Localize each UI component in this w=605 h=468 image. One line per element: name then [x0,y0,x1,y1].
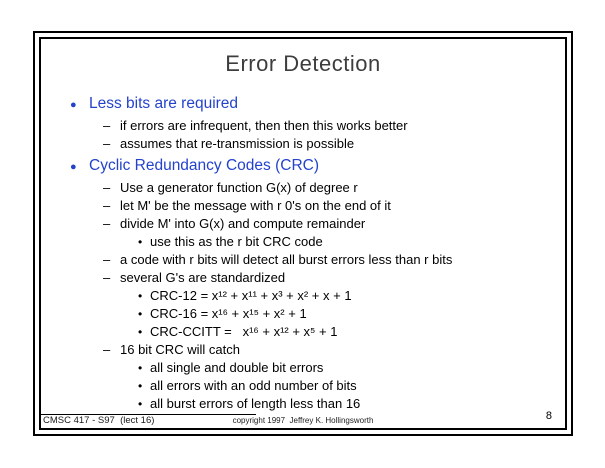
dash-icon: – [103,216,111,231]
bullet-row [41,305,565,323]
bullet-icon: • [138,379,143,393]
bullet-text: 16 bit CRC will catch [120,342,240,357]
bullet-text: divide M' into G(x) and compute remainder [120,216,366,231]
bullet-text: if errors are infrequent, then then this works better [120,118,408,133]
bullet-text: assumes that re-transmission is possible [120,136,355,151]
bullet-text: several G's are standardized [120,270,286,285]
bullet-text: a code with r bits will detect all burst errors less than r bits [120,252,453,267]
bullet-list [41,93,565,413]
bullet-row [41,117,565,135]
bullet-icon: ● [70,161,77,173]
bullet-row [41,341,565,359]
bullet-icon: • [138,397,143,411]
bullet-row [41,377,565,395]
bullet-icon: • [138,307,143,321]
footer-page-number: 8 [545,410,552,422]
bullet-text: all errors with an odd number of bits [150,378,357,393]
bullet-row [41,93,565,116]
bullet-row [41,155,565,178]
bullet-icon: • [138,325,143,339]
bullet-text: CRC-CCITT = x¹⁶ + x¹² + x⁵ + 1 [150,324,338,339]
dash-icon: – [103,180,111,195]
slide-inner-frame [39,37,567,430]
bullet-icon: • [138,235,143,249]
bullet-row [41,323,565,341]
dash-icon: – [103,270,111,285]
bullet-row [41,287,565,305]
bullet-row [41,251,565,269]
bullet-icon: • [138,289,143,303]
bullet-row [41,179,565,197]
bullet-text: all single and double bit errors [150,360,324,375]
bullet-row [41,359,565,377]
bullet-text: all burst errors of length less than 16 [150,396,361,411]
slide-title: Error Detection [225,51,381,76]
footer-copyright-label: copyright 1997 Jeffrey K. Hollingsworth [232,416,374,425]
bullet-row [41,269,565,287]
bullet-icon: ● [70,99,77,111]
bullet-text: CRC-16 = x¹⁶ + x¹⁵ + x² + 1 [150,306,307,321]
bullet-icon: • [138,361,143,375]
bullet-row [41,233,565,251]
bullet-text: Less bits are required [89,95,239,112]
bullet-row [41,135,565,153]
bullet-row [41,197,565,215]
dash-icon: – [103,342,111,357]
bullet-text: Cyclic Redundancy Codes (CRC) [89,157,319,174]
bullet-row [41,215,565,233]
dash-icon: – [103,136,111,151]
dash-icon: – [103,198,111,213]
bullet-text: Use a generator function G(x) of degree r [120,180,358,195]
bullet-text: let M' be the message with r 0's on the end of it [120,198,391,213]
bullet-row [41,395,565,413]
dash-icon: – [103,252,111,267]
dash-icon: – [103,118,111,133]
footer-course-label: CMSC 417 - S97 (lect 16) [43,415,155,426]
slide-outer-frame [33,31,573,436]
bullet-text: CRC-12 = x¹² + x¹¹ + x³ + x² + x + 1 [150,288,352,303]
bullet-text: use this as the r bit CRC code [150,234,323,249]
